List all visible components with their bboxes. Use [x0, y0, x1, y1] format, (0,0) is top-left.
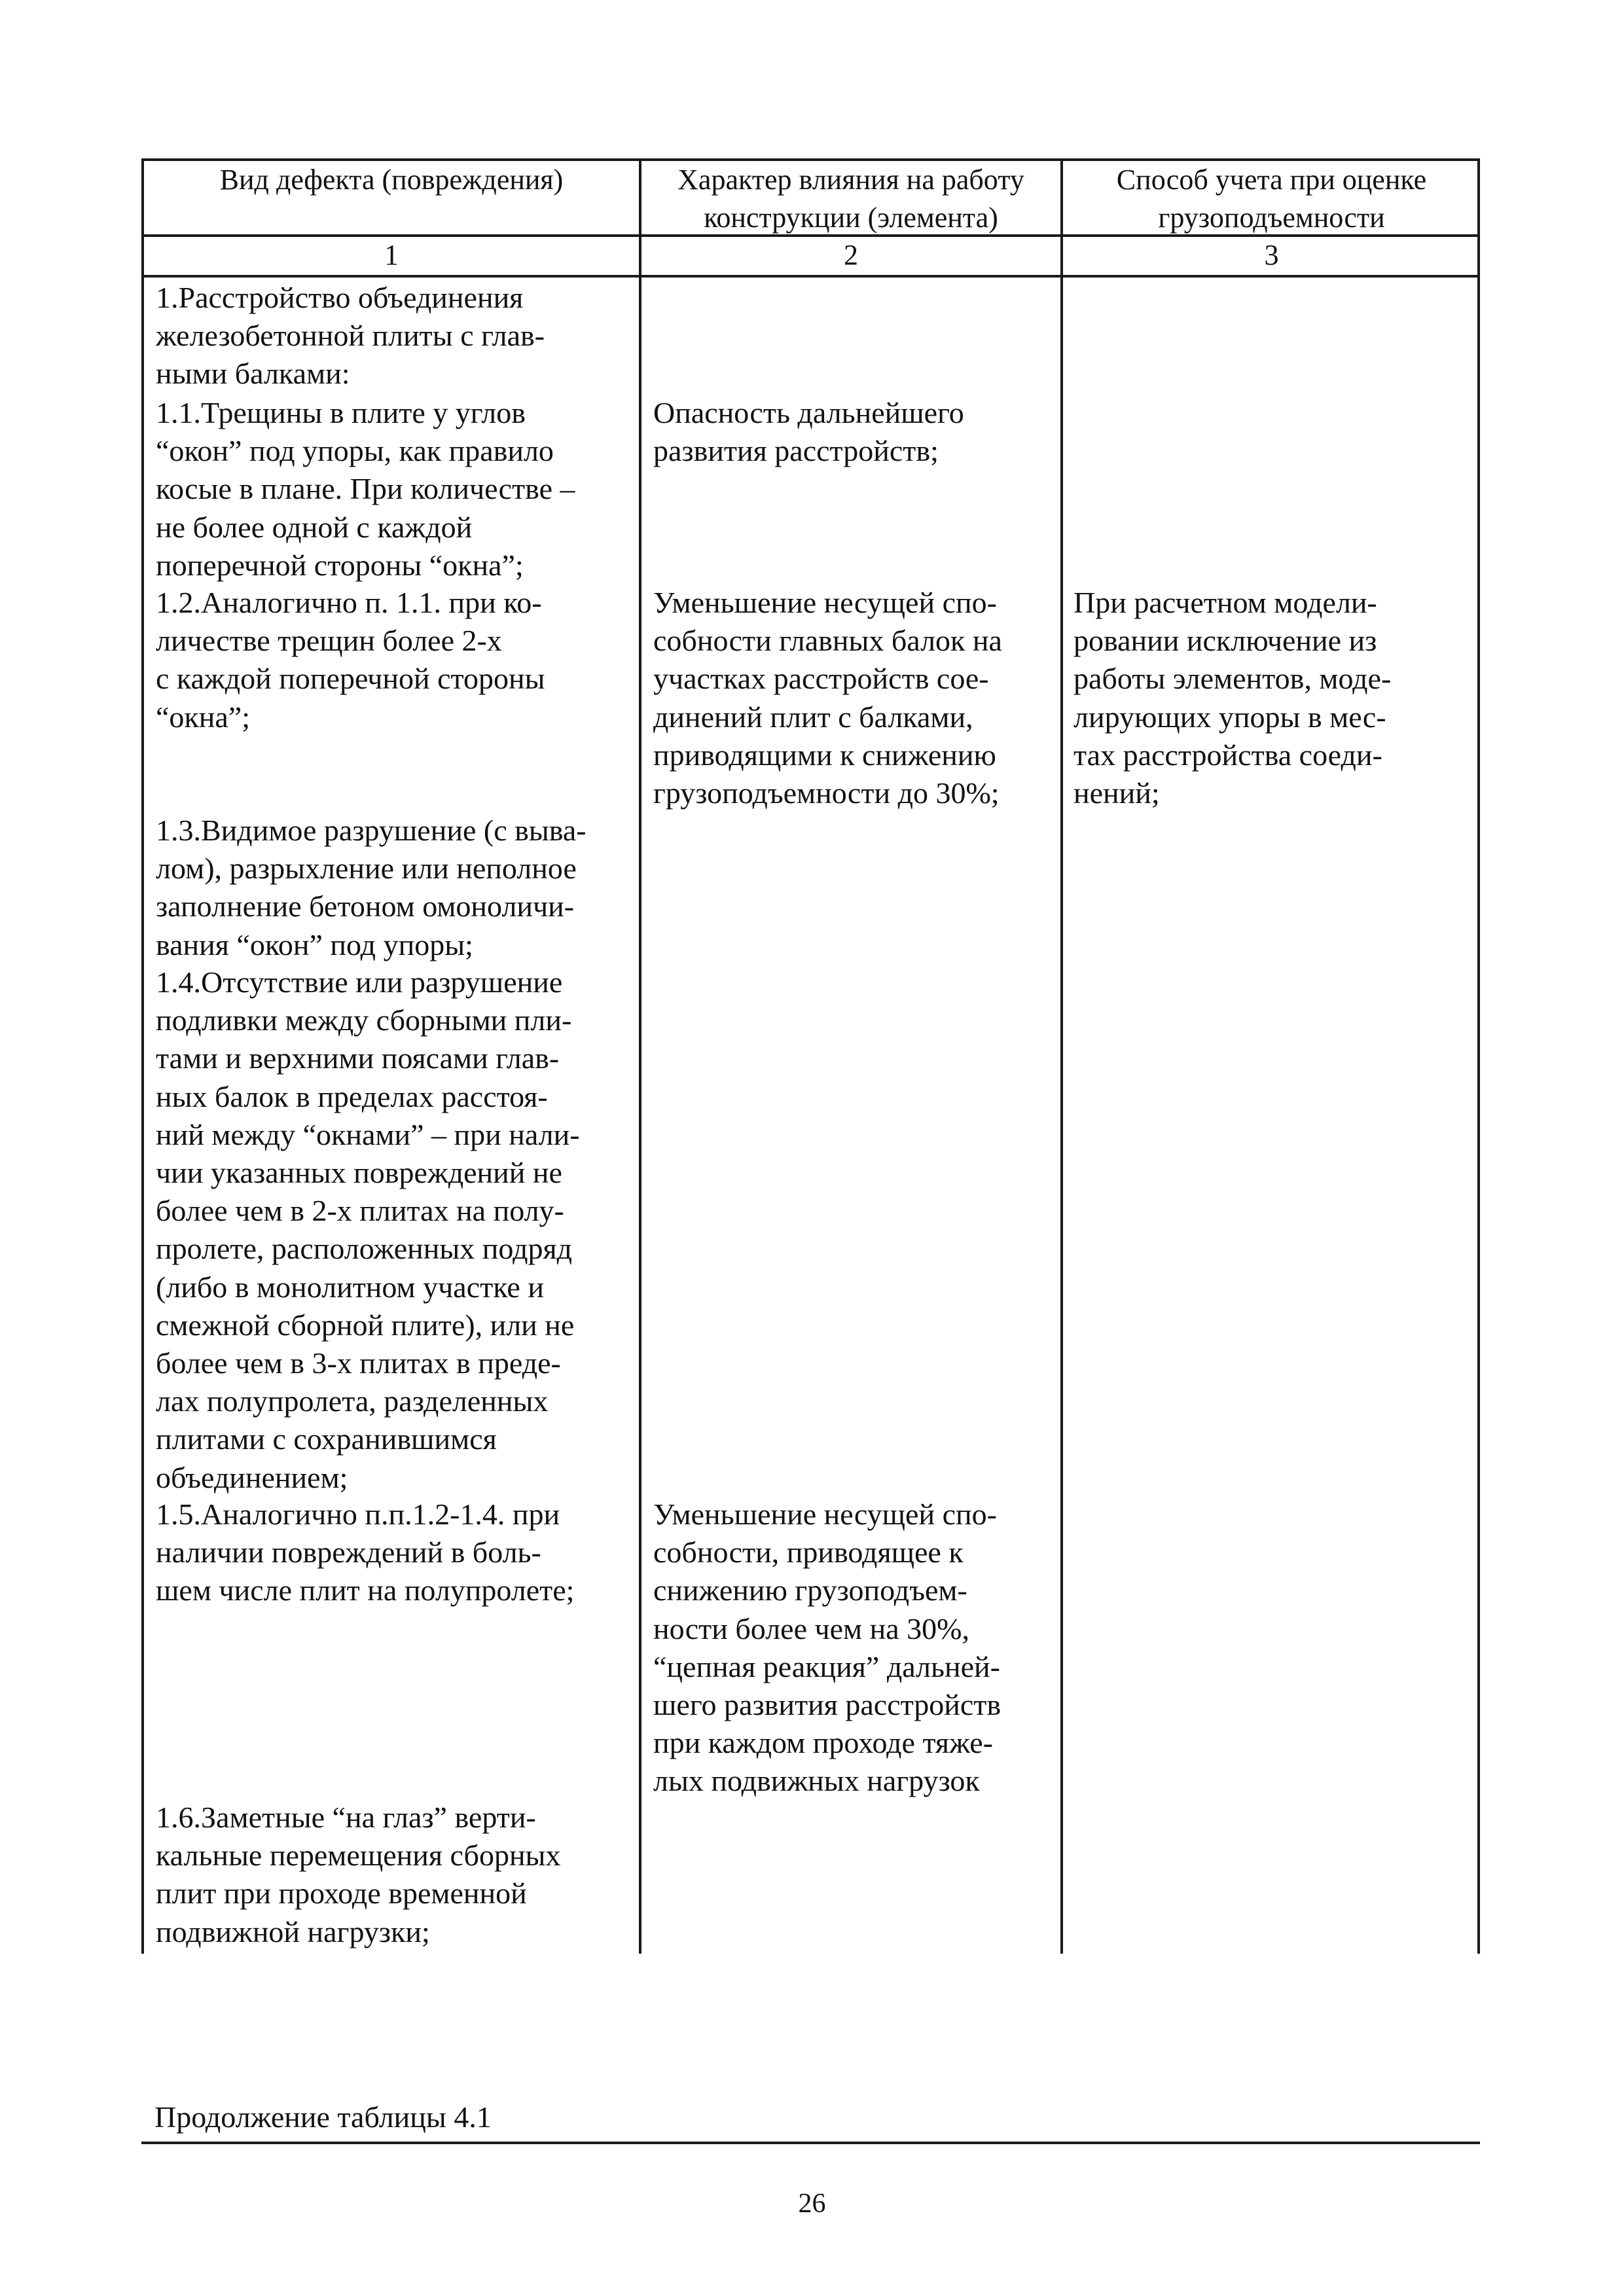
- column-divider: [1060, 161, 1063, 1954]
- effect-2: Уменьшение несущей спо- собности главных балок на участках расстройств сое- динений плит с балками, приводящими к снижению грузоподъемности до 30%;: [653, 586, 1002, 810]
- effect-3: Уменьшение несущей спо- собности, приводящее к снижению грузоподъем- ности более чем на 30%, “цепная реакция” дальней- шего развития расстройств при каждом проходе тяже- лых подвижных нагрузок: [653, 1498, 1001, 1798]
- defect-item-1: 1.Расстройство объединения железобетонной плиты с глав- ными балками:: [156, 281, 545, 391]
- table-continuation-caption: Продолжение таблицы 4.1: [154, 2100, 492, 2134]
- effect-1: Опасность дальнейшего развития расстройств;: [653, 396, 964, 468]
- column-number-3: 3: [1264, 239, 1279, 271]
- defect-item-1-1: 1.1.Трещины в плите у углов “окон” под упоры, как правило косые в плане. При количестве – не более одной с каждой поперечной стороны “окна”;: [156, 396, 575, 582]
- defect-item-1-4: 1.4.Отсутствие или разрушение подливки между сборными пли- тами и верхними поясами глав- ных балок в пределах расстоя- ний между “окнами” – при нали- чии указанных повреждений не более чем в 2-х плитах на полу- пролете, расположенных подряд (либо в монолитном участке и смежной сборной плите), или не более чем в 3-х плитах в преде- лах полупролета, разделенных плитами с сохранившимся объединением;: [156, 965, 580, 1494]
- accounting-method-1: При расчетном модели- ровании исключение из работы элементов, моде- лирующих упоры в мес- тах расстройства соеди- нений;: [1074, 586, 1392, 810]
- defect-item-1-5: 1.5.Аналогично п.п.1.2-1.4. при наличии повреждений в боль- шем числе плит на полупролете;: [156, 1498, 575, 1607]
- defect-item-1-2: 1.2.Аналогично п. 1.1. при ко- личестве трещин более 2-х с каждой поперечной стороны “окна”;: [156, 586, 545, 734]
- defects-table: [141, 158, 1480, 1954]
- column-number-2: 2: [844, 239, 858, 271]
- defect-item-1-3: 1.3.Видимое разрушение (с выва- лом), разрыхление или неполное заполнение бетоном омоноличи- вания “окон” под упоры;: [156, 814, 586, 961]
- header-accounting-method: Способ учета при оценке грузоподъемности: [1116, 164, 1427, 234]
- header-defect-type: Вид дефекта (повреждения): [219, 164, 564, 196]
- column-divider: [639, 161, 641, 1954]
- defect-item-1-6: 1.6.Заметные “на глаз” верти- кальные перемещения сборных плит при проходе временной подвижной нагрузки;: [156, 1801, 561, 1948]
- header-effect: Характер влияния на работу конструкции (элемента): [677, 164, 1024, 234]
- footer-rule: [141, 2142, 1480, 2144]
- column-number-1: 1: [384, 239, 399, 271]
- page-number: 26: [798, 2189, 826, 2219]
- numbers-divider: [144, 275, 1477, 278]
